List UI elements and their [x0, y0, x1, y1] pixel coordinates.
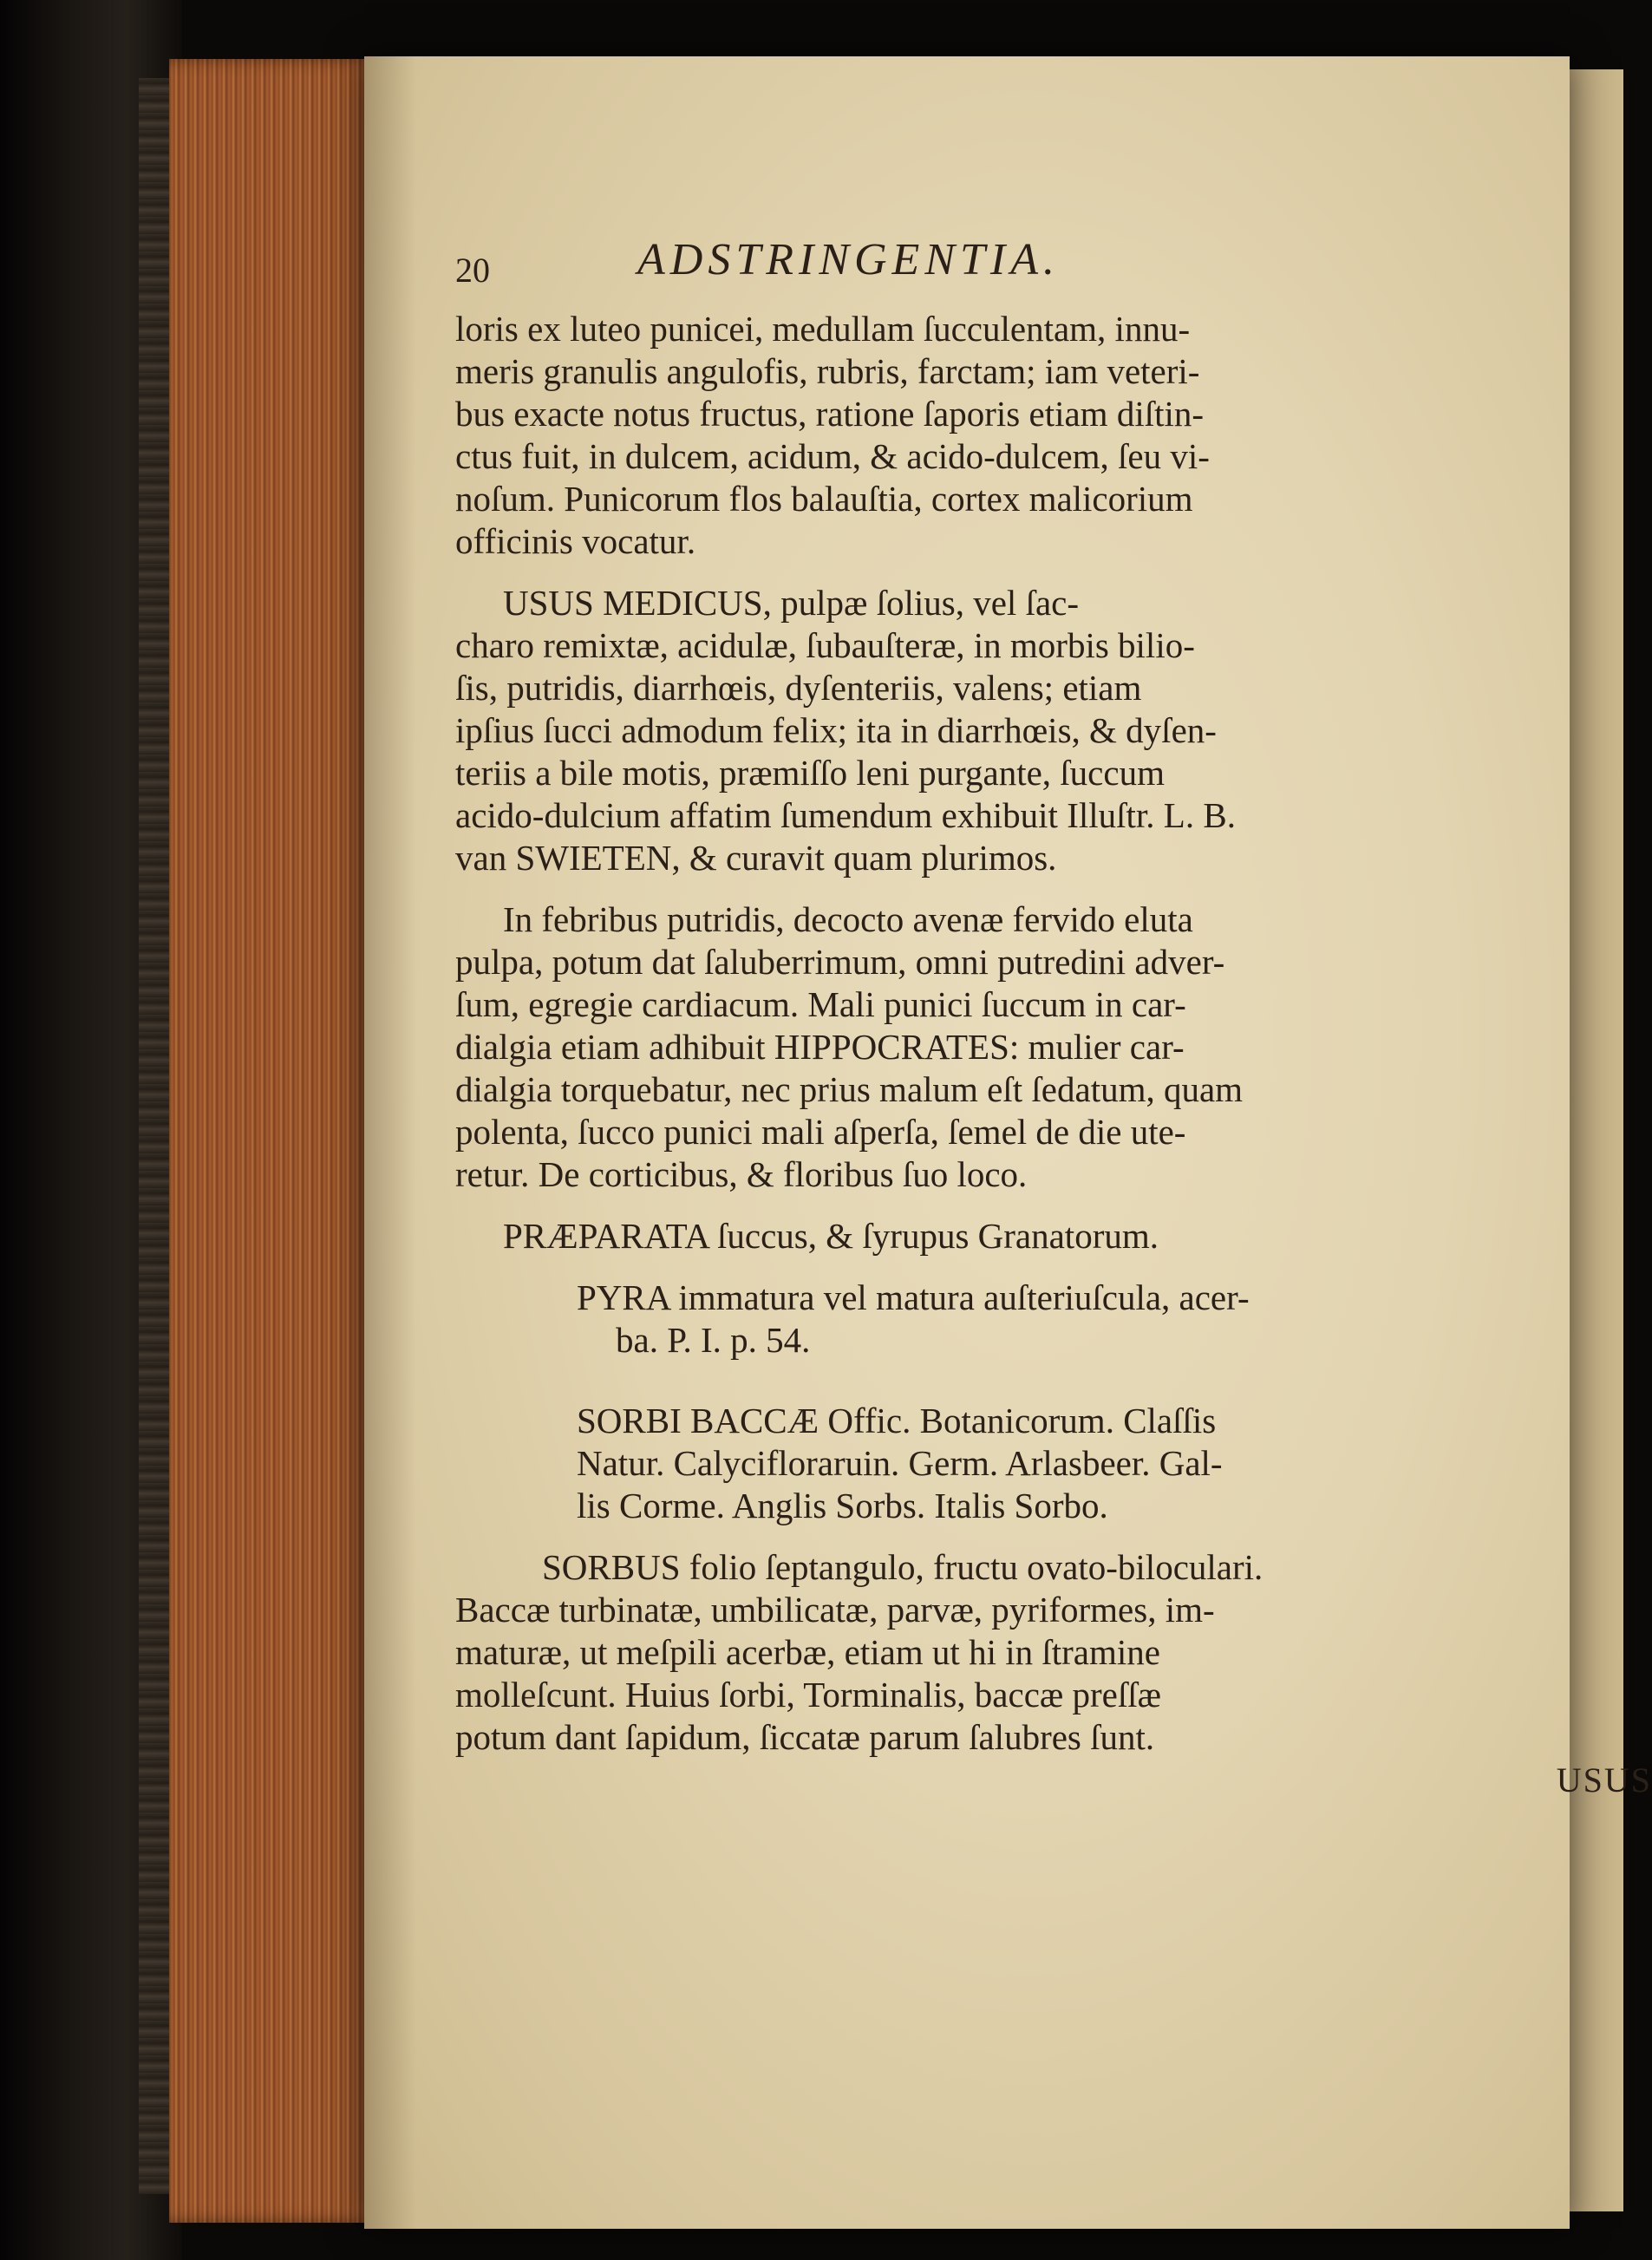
- text-line: officinis vocatur.: [455, 521, 696, 561]
- text-line: acido-dulcium affatim ſumendum exhibuit Illuſtr. L. B.: [455, 795, 1236, 835]
- text-line: Natur. Calycifloraruin. Germ. Arlasbeer. Gal-: [577, 1443, 1223, 1483]
- text-line: SORBI BACCÆ Offic. Botanicorum. Claſſis: [577, 1401, 1217, 1440]
- text-line: lis Corme. Anglis Sorbs. Italis Sorbo.: [577, 1486, 1108, 1525]
- text-line: PYRA immatura vel matura auſteriuſcula, acer-: [577, 1277, 1250, 1317]
- text-line: ipſius ſucci admodum felix; ita in diarrhœis, & dyſen-: [455, 710, 1217, 750]
- text-line: dialgia etiam adhibuit HIPPOCRATES: mulier car-: [455, 1027, 1185, 1067]
- text-line: van SWIETEN, & curavit quam plurimos.: [455, 838, 1057, 878]
- book-spine: [0, 0, 182, 2260]
- text-line: ba. P. I. p. 54.: [616, 1320, 811, 1360]
- text-line: Baccæ turbinatæ, umbilicatæ, parvæ, pyriformes, im-: [455, 1590, 1215, 1630]
- text-line: USUS MEDICUS, pulpæ ſolius, vel ſac-: [503, 583, 1079, 623]
- text-line: ſum, egregie cardiacum. Mali punici ſuccum in car-: [455, 984, 1186, 1024]
- text-line: polenta, ſucco punici mali aſperſa, ſemel de die ute-: [455, 1112, 1186, 1152]
- page-block-edge: [169, 59, 377, 2223]
- page-number: 20: [455, 251, 490, 290]
- text-line: teriis a bile motis, præmiſſo leni purgante, ſuccum: [455, 753, 1165, 793]
- text-line: ctus fuit, in dulcem, acidum, & acido-dulcem, ſeu vi-: [455, 436, 1210, 476]
- text-line: maturæ, ut meſpili acerbæ, etiam ut hi in ſtramine: [455, 1632, 1160, 1672]
- text-line: charo remixtæ, acidulæ, ſubauſteræ, in morbis bilio-: [455, 625, 1195, 665]
- running-title: ADSTRINGENTIA.: [637, 235, 1060, 284]
- text-line: dialgia torquebatur, nec prius malum eſt ſedatum, quam: [455, 1069, 1244, 1109]
- text-line: ſis, putridis, diarrhœis, dyſenteriis, valens; etiam: [455, 668, 1142, 708]
- text-line: PRÆPARATA ſuccus, & ſyrupus Granatorum.: [503, 1216, 1159, 1256]
- catchword: USUS: [1556, 1760, 1652, 1800]
- text-line: loris ex luteo punicei, medullam ſucculentam, innu-: [455, 309, 1191, 349]
- text-line: In febribus putridis, decocto avenæ fervido eluta: [503, 899, 1193, 939]
- text-line: potum dant ſapidum, ſiccatæ parum ſalubres ſunt.: [455, 1717, 1155, 1757]
- text-line: bus exacte notus fructus, ratione ſaporis etiam diſtin-: [455, 394, 1205, 434]
- text-line: SORBUS folio ſeptangulo, fructu ovato-biloculari.: [542, 1547, 1263, 1587]
- text-line: retur. De corticibus, & floribus ſuo loco.: [455, 1154, 1028, 1194]
- text-line: noſum. Punicorum flos balauſtia, cortex malicorium: [455, 479, 1193, 519]
- page-text: [455, 204, 1652, 1801]
- text-line: molleſcunt. Huius ſorbi, Torminalis, baccæ preſſæ: [455, 1675, 1161, 1715]
- text-line: pulpa, potum dat ſaluberrimum, omni putredini adver-: [455, 942, 1225, 982]
- book-page: [364, 56, 1652, 2229]
- text-line: meris granulis angulofis, rubris, farctam; iam veteri-: [455, 351, 1200, 391]
- running-head: [455, 204, 1617, 308]
